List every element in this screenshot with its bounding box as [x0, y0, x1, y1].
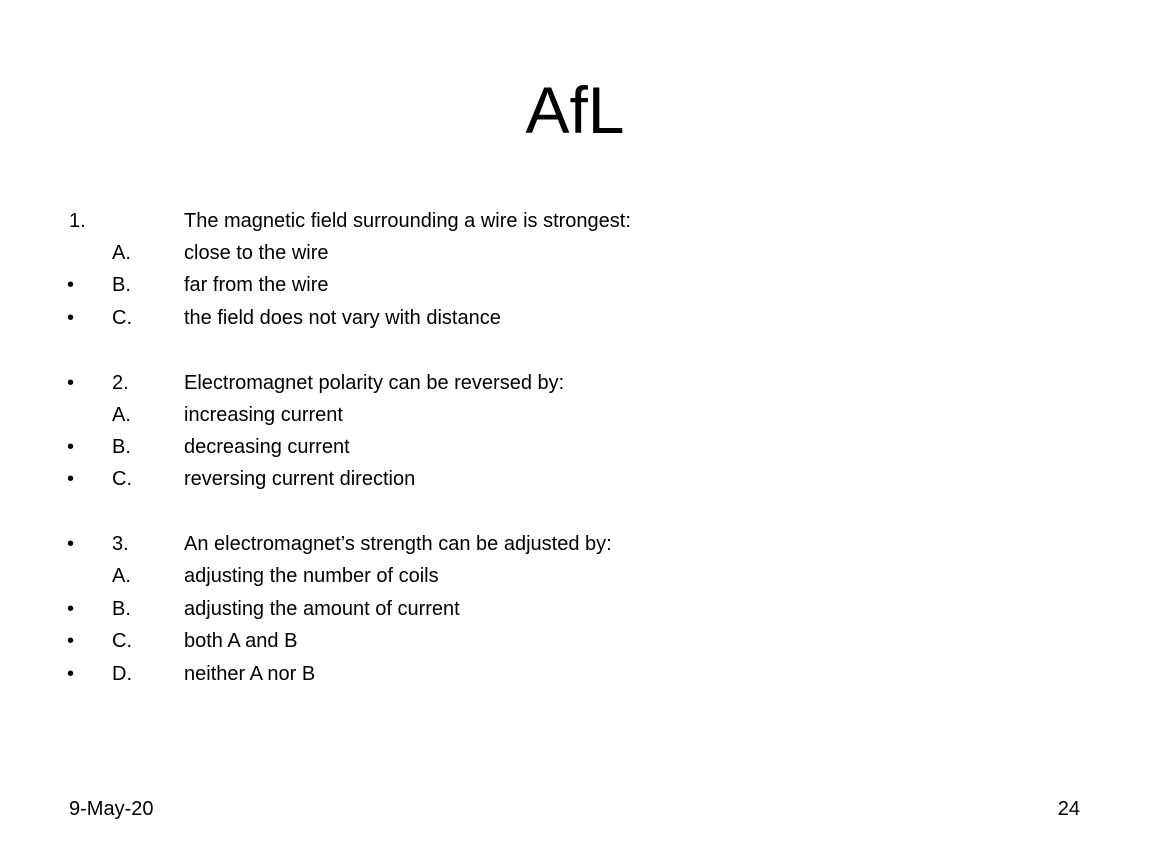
- option-text: the field does not vary with distance: [184, 307, 501, 329]
- option-letter: A.: [112, 565, 131, 587]
- option-text: far from the wire: [184, 274, 329, 296]
- option-text: both A and B: [184, 630, 298, 652]
- footer-date: 9-May-20: [69, 798, 154, 820]
- slide-number: 24: [1057, 798, 1080, 820]
- option-text: decreasing current: [184, 436, 350, 458]
- slide-title: AfL: [525, 73, 625, 147]
- bullet: •: [67, 372, 75, 394]
- option-text: reversing current direction: [184, 468, 416, 490]
- question-text: The magnetic field surrounding a wire is strongest:: [184, 210, 631, 232]
- bullet: •: [67, 598, 75, 620]
- question-text: An electromagnet’s strength can be adjusted by:: [184, 533, 612, 555]
- option-letter: D.: [112, 663, 132, 685]
- bullet: •: [67, 630, 75, 652]
- option-text: close to the wire: [184, 242, 329, 264]
- option-text: adjusting the number of coils: [184, 565, 439, 587]
- bullet: •: [67, 533, 75, 555]
- option-text: increasing current: [184, 404, 343, 426]
- option-text: neither A nor B: [184, 663, 316, 685]
- option-text: adjusting the amount of current: [184, 598, 460, 620]
- question-text: Electromagnet polarity can be reversed by:: [184, 372, 565, 394]
- option-letter: A.: [112, 404, 131, 426]
- option-letter: C.: [112, 307, 132, 329]
- option-letter: C.: [112, 630, 132, 652]
- bullet: •: [67, 468, 75, 490]
- option-letter: B.: [112, 274, 131, 296]
- option-letter: C.: [112, 468, 132, 490]
- bullet: •: [67, 274, 75, 296]
- option-letter: B.: [112, 598, 131, 620]
- question-number: 3.: [112, 533, 129, 555]
- bullet: •: [67, 663, 75, 685]
- question-number: 1.: [69, 210, 86, 232]
- question-number: 2.: [112, 372, 129, 394]
- bullet: •: [67, 436, 75, 458]
- bullet: •: [67, 307, 75, 329]
- option-letter: B.: [112, 436, 131, 458]
- option-letter: A.: [112, 242, 131, 264]
